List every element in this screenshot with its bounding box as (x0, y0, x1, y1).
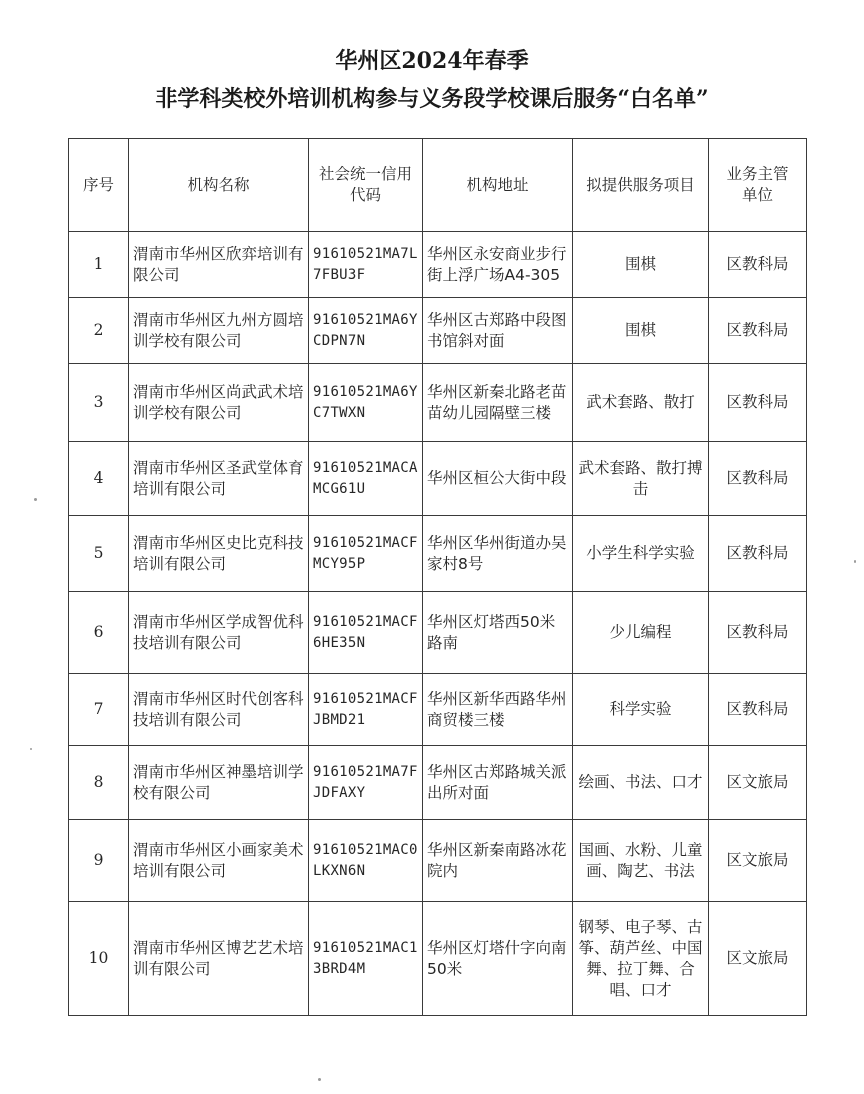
cell-authority: 区教科局 (709, 516, 807, 592)
cell-authority: 区教科局 (709, 298, 807, 364)
cell-index: 1 (69, 232, 129, 298)
cell-org-name: 渭南市华州区欣弈培训有限公司 (129, 232, 309, 298)
cell-org-name: 渭南市华州区时代创客科技培训有限公司 (129, 674, 309, 746)
cell-address: 华州区灯塔什字向南50米 (423, 902, 573, 1016)
header-index: 序号 (69, 139, 129, 232)
cell-org-name: 渭南市华州区小画家美术培训有限公司 (129, 820, 309, 902)
cell-authority: 区教科局 (709, 674, 807, 746)
cell-credit-code: 91610521MA7L7FBU3F (309, 232, 423, 298)
cell-address: 华州区新华西路华州商贸楼三楼 (423, 674, 573, 746)
table-row (69, 442, 807, 516)
cell-credit-code: 91610521MAC13BRD4M (309, 902, 423, 1016)
cell-services: 围棋 (573, 232, 709, 298)
cell-index: 3 (69, 364, 129, 442)
cell-authority: 区教科局 (709, 592, 807, 674)
cell-credit-code: 91610521MAC0LKXN6N (309, 820, 423, 902)
cell-credit-code: 91610521MACFMCY95P (309, 516, 423, 592)
cell-address: 华州区新秦北路老苗苗幼儿园隔壁三楼 (423, 364, 573, 442)
table-row (69, 364, 807, 442)
cell-authority: 区教科局 (709, 364, 807, 442)
cell-credit-code: 91610521MACF6HE35N (309, 592, 423, 674)
header-address: 机构地址 (423, 139, 573, 232)
document-title: 华州区2024年春季 (335, 48, 529, 74)
cell-address: 华州区永安商业步行街上浮广场A4-305 (423, 232, 573, 298)
cell-index: 10 (69, 902, 129, 1016)
cell-credit-code: 91610521MACAMCG61U (309, 442, 423, 516)
cell-index: 6 (69, 592, 129, 674)
scan-speck (30, 748, 32, 750)
cell-services: 钢琴、电子琴、古筝、葫芦丝、中国舞、拉丁舞、合唱、口才 (573, 902, 709, 1016)
cell-org-name: 渭南市华州区圣武堂体育培训有限公司 (129, 442, 309, 516)
table-row (69, 746, 807, 820)
cell-org-name: 渭南市华州区博艺艺术培训有限公司 (129, 902, 309, 1016)
table-header-row (69, 139, 807, 232)
cell-services: 武术套路、散打搏击 (573, 442, 709, 516)
cell-org-name: 渭南市华州区尚武武术培训学校有限公司 (129, 364, 309, 442)
cell-services: 围棋 (573, 298, 709, 364)
cell-credit-code: 91610521MA7FJDFAXY (309, 746, 423, 820)
cell-authority: 区文旅局 (709, 902, 807, 1016)
table-row (69, 902, 807, 1016)
cell-services: 武术套路、散打 (573, 364, 709, 442)
cell-org-name: 渭南市华州区学成智优科技培训有限公司 (129, 592, 309, 674)
table-row (69, 820, 807, 902)
cell-index: 7 (69, 674, 129, 746)
header-services: 拟提供服务项目 (573, 139, 709, 232)
cell-org-name: 渭南市华州区九州方圆培训学校有限公司 (129, 298, 309, 364)
cell-org-name: 渭南市华州区史比克科技培训有限公司 (129, 516, 309, 592)
header-authority: 业务主管单位 (709, 139, 807, 232)
cell-address: 华州区灯塔西50米路南 (423, 592, 573, 674)
cell-address: 华州区古郑路中段图书馆斜对面 (423, 298, 573, 364)
cell-services: 绘画、书法、口才 (573, 746, 709, 820)
scan-speck (318, 1078, 321, 1081)
cell-services: 少儿编程 (573, 592, 709, 674)
cell-authority: 区教科局 (709, 232, 807, 298)
scan-speck (854, 560, 856, 563)
document-subtitle: 非学科类校外培训机构参与义务段学校课后服务“白名单” (155, 86, 709, 112)
scan-speck (34, 498, 37, 501)
cell-services: 小学生科学实验 (573, 516, 709, 592)
cell-services: 科学实验 (573, 674, 709, 746)
header-credit-code: 社会统一信用代码 (309, 139, 423, 232)
cell-address: 华州区桓公大街中段 (423, 442, 573, 516)
cell-address: 华州区华州街道办吴家村8号 (423, 516, 573, 592)
cell-index: 2 (69, 298, 129, 364)
cell-address: 华州区古郑路城关派出所对面 (423, 746, 573, 820)
cell-credit-code: 91610521MA6YC7TWXN (309, 364, 423, 442)
table-row (69, 516, 807, 592)
cell-index: 4 (69, 442, 129, 516)
cell-index: 8 (69, 746, 129, 820)
cell-index: 5 (69, 516, 129, 592)
cell-credit-code: 91610521MACFJBMD21 (309, 674, 423, 746)
cell-authority: 区教科局 (709, 442, 807, 516)
table-row (69, 298, 807, 364)
cell-index: 9 (69, 820, 129, 902)
table-row (69, 232, 807, 298)
cell-credit-code: 91610521MA6YCDPN7N (309, 298, 423, 364)
table-row (69, 674, 807, 746)
cell-org-name: 渭南市华州区神墨培训学校有限公司 (129, 746, 309, 820)
table-row (69, 592, 807, 674)
cell-address: 华州区新秦南路冰花院内 (423, 820, 573, 902)
cell-authority: 区文旅局 (709, 820, 807, 902)
cell-authority: 区文旅局 (709, 746, 807, 820)
cell-services: 国画、水粉、儿童画、陶艺、书法 (573, 820, 709, 902)
whitelist-table (68, 138, 807, 1016)
table-body (69, 232, 807, 1016)
header-name: 机构名称 (129, 139, 309, 232)
